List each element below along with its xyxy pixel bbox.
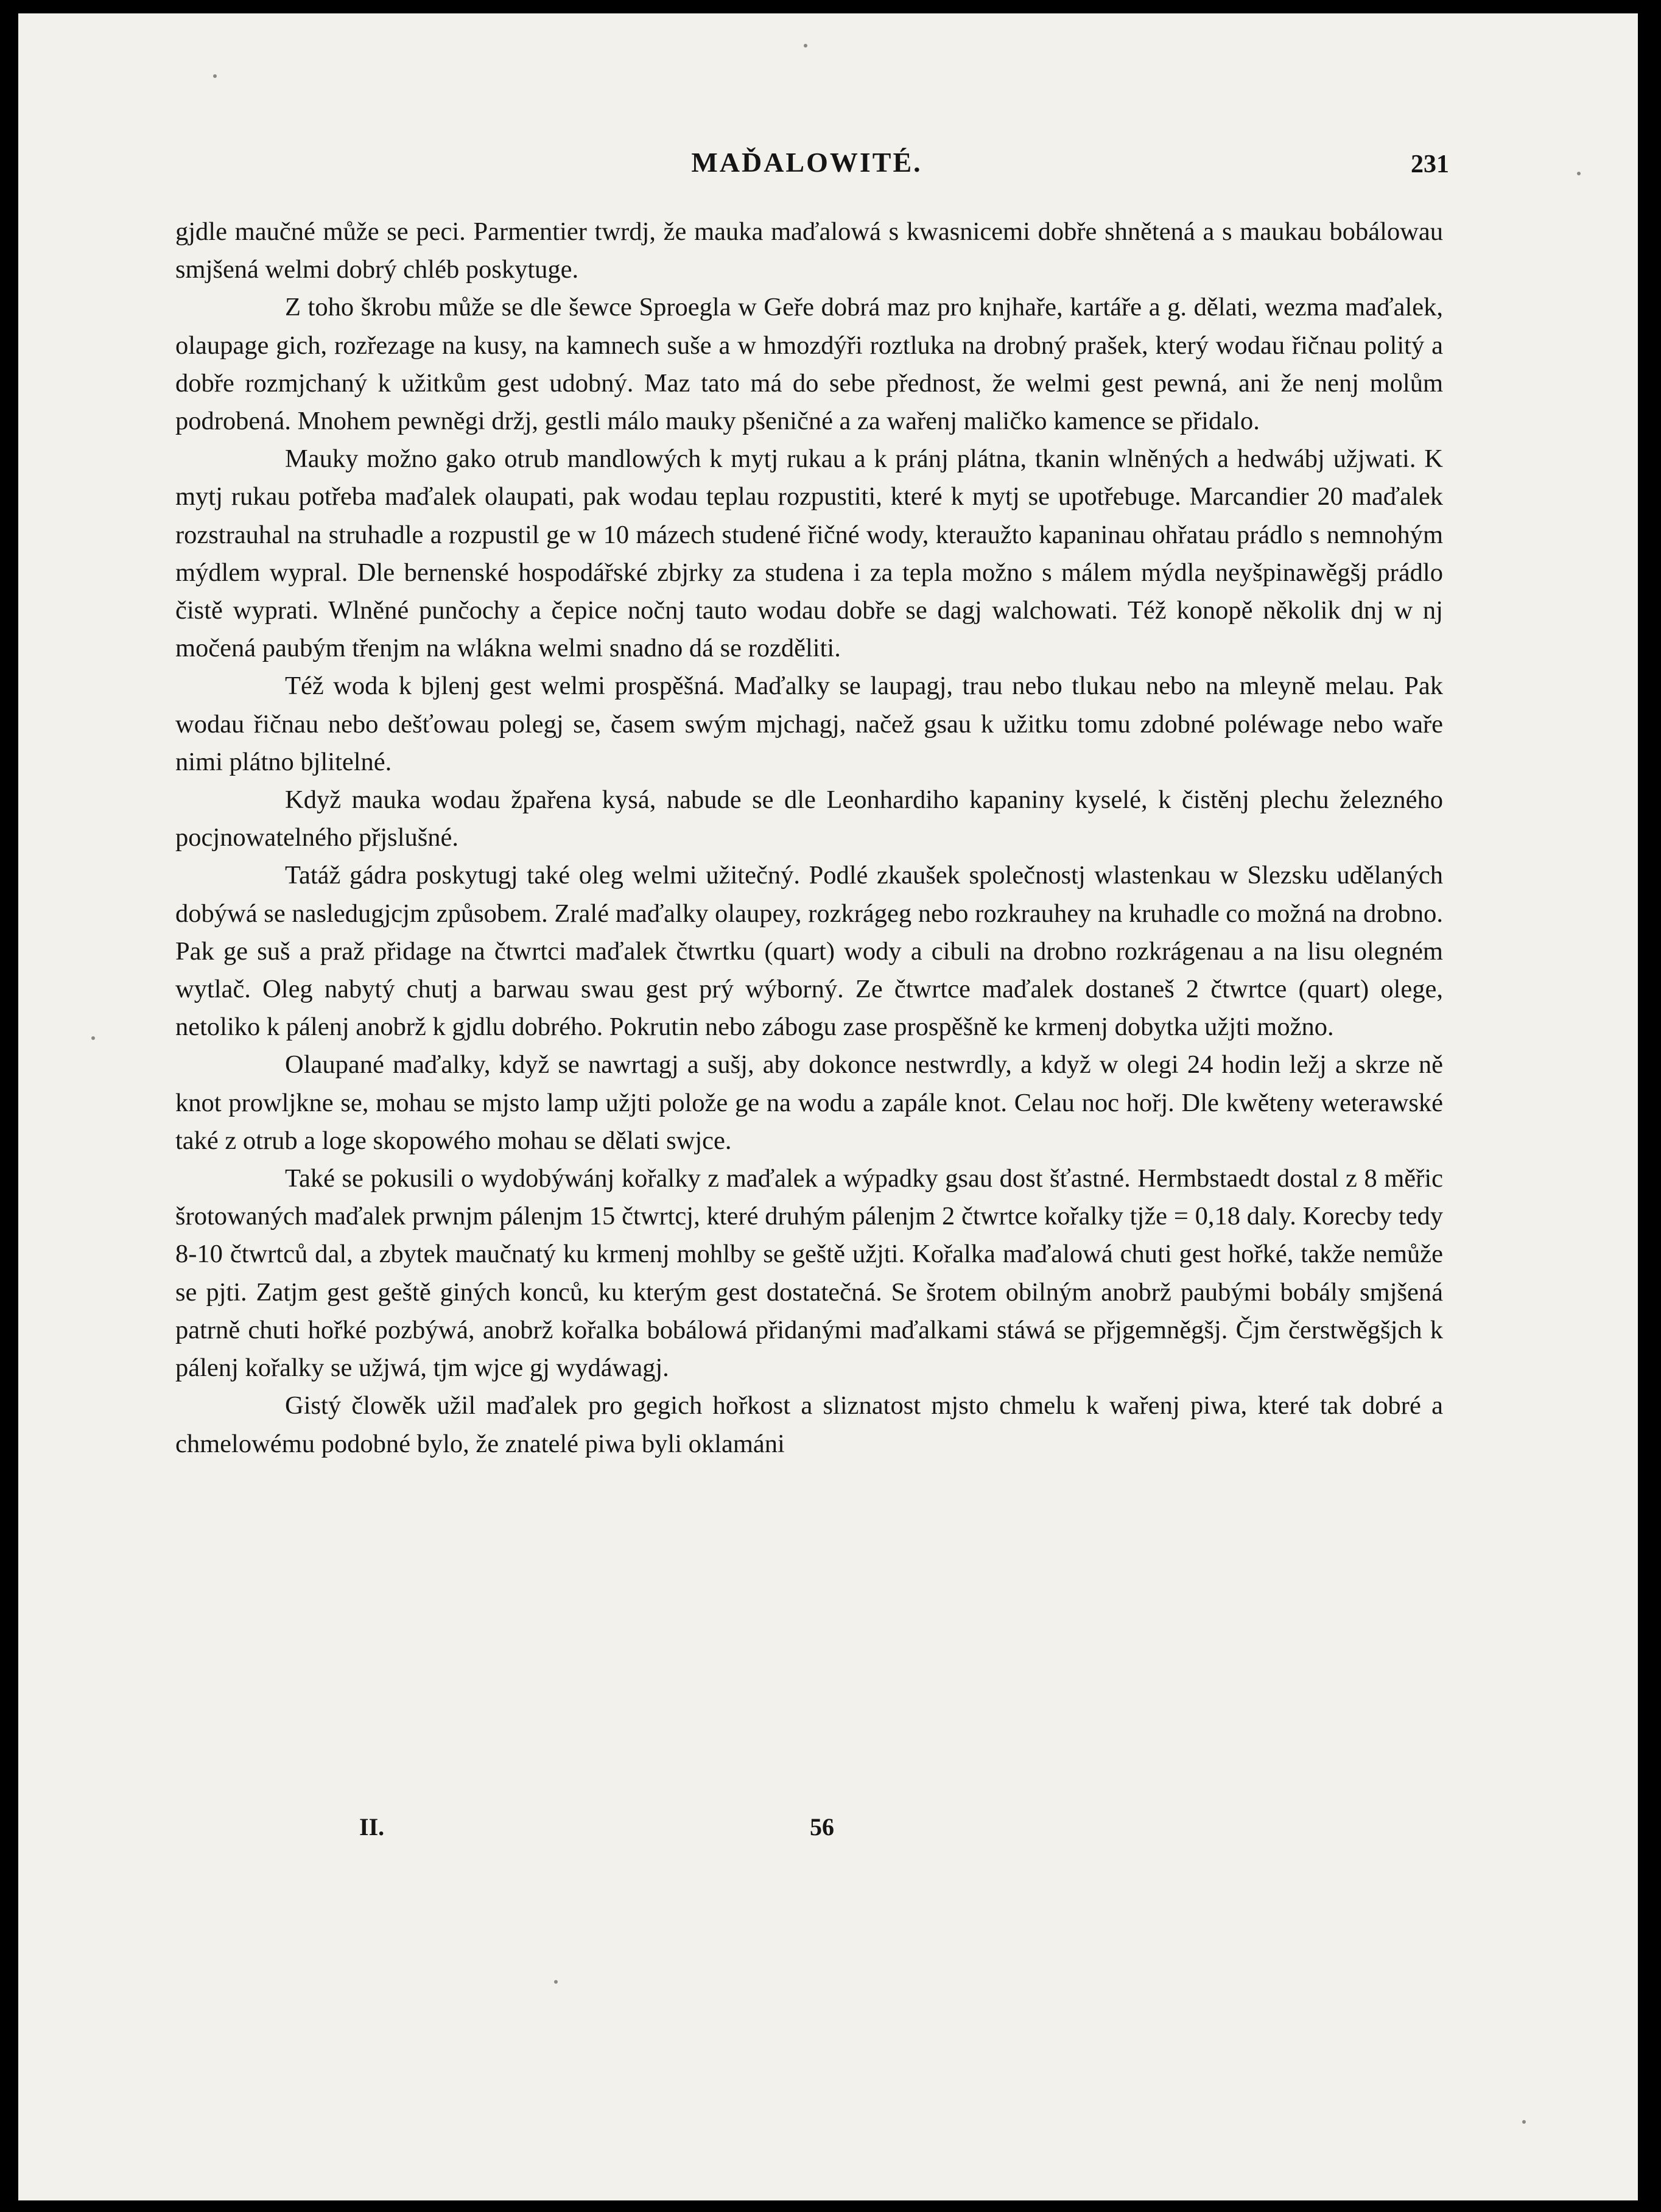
- body-text: [175, 213, 1443, 1463]
- paragraph-acid: Když mauka wodau žpařena kysá, nabude se dle Leonhardiho kapaniny kyselé, k čistěnj plechu železného pocjnowatelného přjslušné.: [175, 785, 1443, 852]
- page-footer: [359, 1813, 907, 1849]
- paper-speck: [91, 1036, 95, 1040]
- paragraph-beer: Gistý člowěk užil maďalek pro gegich hořkost a sliznatost mjsto chmelu k wařenj piwa, které tak dobré a chmelowému podobné bylo, že znatelé piwa byli oklamáni: [175, 1391, 1443, 1458]
- paragraph-washing: Mauky možno gako otrub mandlowých k mytj rukau a k pránj plátna, tkanin wlněných a hedwábj užjwati. K mytj rukau potřeba maďalek olaupati, pak wodau teplau rozpustiti, které k mytj se upotřebuge. Marcandier 20 maďalek rozstrauhal na struhadle a rozpustil ge w 10 mázech studené řičné wody, kteraužto kapaninau ohřatau prádlo s nemnohým mýdlem wypral. Dle bernenské hospodářské zbjrky za studena i za tepla možno s málem mýdla neyšpinawěgšj prádlo čistě wyprati. Wlněné punčochy a čepice nočnj tauto wodau dobře se dagj walchowati. Též konopě několik dnj w nj močená paubým třenjm na wlákna welmi snadno dá se rozděliti.: [175, 444, 1443, 663]
- paper-speck: [1522, 2120, 1526, 2124]
- paper-speck: [804, 44, 807, 47]
- paragraph-candles: Olaupané maďalky, když se nawrtagj a sušj, aby dokonce nestwrdly, a když w olegi 24 hodin ležj a skrze ně knot prowljkne se, mohau se mjsto lamp užjti polože ge na wodu a zapále knot. Celau noc hořj. Dle kwěteny weterawské také z otrub a loge skopowého mohau se dělati swjce.: [175, 1050, 1443, 1155]
- paragraph-bleaching: Též woda k bjlenj gest welmi prospěšná. Maďalky se laupagj, trau nebo tlukau nebo na mleyně melau. Pak wodau řičnau nebo dešťowau polegj se, časem swým mjchagj, načež gsau k užitku tomu zdobné poléwage nebo waře nimi plátno bjlitelné.: [175, 672, 1443, 776]
- paragraph-continuation: gjdle maučné může se peci. Parmentier twrdj, že mauka maďalowá s kwasnicemi dobře shnětená a s maukau bobálowau smjšená welmi dobrý chléb poskytuge.: [175, 217, 1443, 284]
- paragraph-starch-paste: Z toho škrobu může se dle šewce Sproegla w Geře dobrá maz pro knjhaře, kartáře a g. dělati, wezma maďalek, olaupage gich, rozřezage na kusy, na kamnech suše a w hmozdýři roztluka na drobný prašek, který wodau řičnau politý a dobře rozmjchaný k užitkům gest udobný. Maz tato má do sebe přednost, že welmi gest pewná, ani že nenj molům podrobená. Mnohem pewněgi držj, gestli málo mauky pšeničné a za wařenj maličko kamence se přidalo.: [175, 293, 1443, 436]
- running-title: MAĎALOWITÉ.: [691, 147, 922, 178]
- paragraph-oil: Tatáž gádra poskytugj také oleg welmi užitečný. Podlé zkaušek společnostj wlastenkau w Slezsku udělaných dobýwá se nasledugjcjm způsobem. Zralé maďalky olaupey, rozkrágeg nebo rozkrauhey na kruhadle co možná na drobno. Pak ge suš a praž přidage na čtwrtci maďalek čtwrtku (quart) wody a cibuli na drobno rozkrágenau a na lisu olegném wytlač. Oleg nabytý chutj a barwau swau gest prý wýborný. Ze čtwrtce maďalek dostaneš 2 čtwrtce (quart) olege, netoliko k pálenj anobrž k gjdlu dobrého. Pokrutin nebo zábogu zase prospěšně ke krmenj dobytka užjti možno.: [175, 861, 1443, 1042]
- page-number: 231: [1411, 150, 1449, 178]
- page-header: [164, 146, 1449, 195]
- paper-speck: [554, 1980, 558, 1984]
- paper-speck: [1577, 172, 1581, 175]
- gathering-signature: II.: [359, 1813, 385, 1841]
- paper-speck: [213, 74, 217, 78]
- sheet-number: 56: [810, 1813, 834, 1841]
- book-page: [18, 13, 1638, 2200]
- paragraph-spirits: Také se pokusili o wydobýwánj kořalky z maďalek a wýpadky gsau dost šťastné. Hermbstaedt dostal z 8 měřic šrotowaných maďalek prwnjm pálenjm 15 čtwrtcj, které druhým pálenjm 2 čtwrtce kořalky tjže = 0,18 daly. Korecby tedy 8-10 čtwrtců dal, a zbytek maučnatý ku krmenj mohlby se geště užjti. Kořalka maďalowá chuti gest hořké, takže nemůže se pjti. Zatjm gest geště giných konců, ku kterým gest dostatečná. Se šrotem obilným anobrž paubými bobály smjšená patrně chuti hořké pozbýwá, anobrž kořalka bobálowá přidanými maďalkami stáwá se přjgemněgšj. Čjm čerstwěgšjch k pálenj kořalky se užjwá, tjm wjce gj wydáwagj.: [175, 1164, 1443, 1383]
